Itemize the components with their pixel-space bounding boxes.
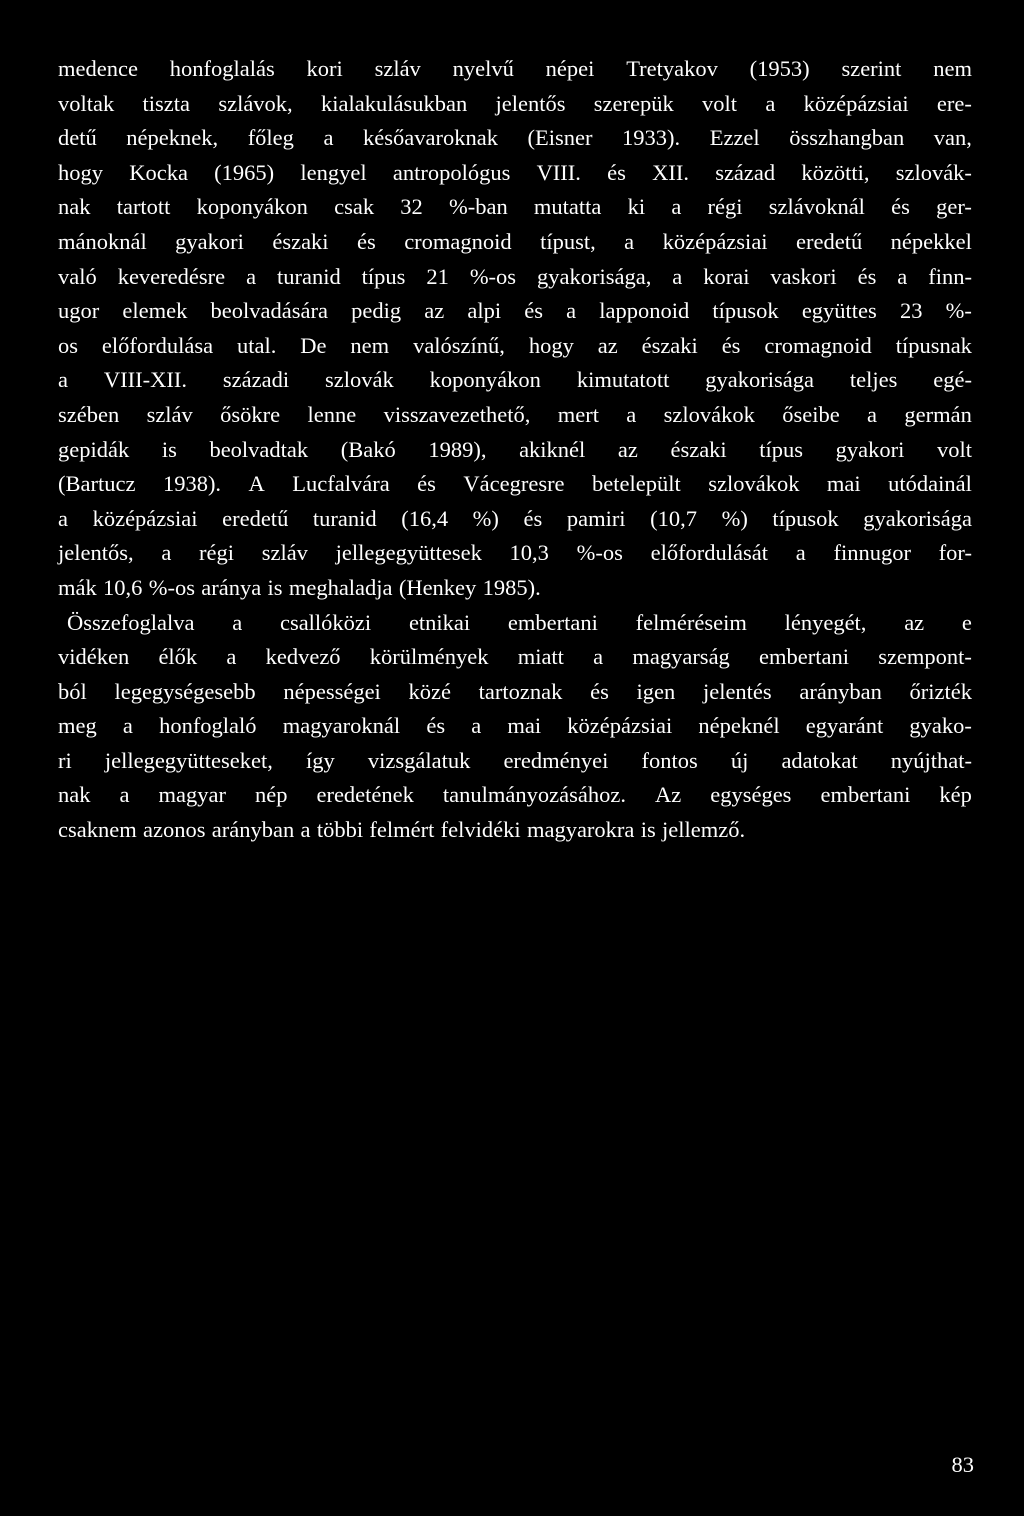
- text-line: mák 10,6 %-os aránya is meghaladja (Henkey 1985).: [58, 574, 541, 600]
- text-line: vidéken élők a kedvező körülmények miatt a magyarság embertani szempont-: [58, 644, 972, 670]
- text-line: ugor elemek beolvadására pedig az alpi és a lapponoid típusok együttes 23 %-: [58, 298, 972, 324]
- text-line: meg a honfoglaló magyaroknál és a mai középázsiai népeknél egyaránt gyako-: [58, 713, 972, 739]
- text-line: mánoknál gyakori északi és cromagnoid típust, a középázsiai eredetű népekkel: [58, 228, 972, 254]
- text-line: jelentős, a régi szláv jellegegyüttesek 10,3 %-os előfordulását a finnugor for-: [58, 540, 972, 566]
- text-line: detű népeknek, főleg a későavaroknak (Eisner 1933). Ezzel összhangban van,: [58, 125, 972, 151]
- text-line: ból legegységesebb népességei közé tartoznak és igen jelentés arányban őrizték: [58, 678, 972, 704]
- text-line: Összefoglalva a csallóközi etnikai embertani felméréseim lényegét, az e: [67, 609, 972, 635]
- text-line: nak tartott koponyákon csak 32 %-ban mutatta ki a régi szlávoknál és ger-: [58, 194, 972, 220]
- text-line: medence honfoglalás kori szláv nyelvű népei Tretyakov (1953) szerint nem: [58, 56, 972, 81]
- text-line: a VIII-XII. századi szlovák koponyákon kimutatott gyakorisága teljes egé-: [58, 367, 972, 393]
- text-line: nak a magyar nép eredetének tanulmányozásához. Az egységes embertani kép: [58, 782, 972, 808]
- text-line: hogy Kocka (1965) lengyel antropológus VIII. és XII. század közötti, szlovák-: [58, 159, 972, 185]
- page-number: 83: [951, 1452, 974, 1477]
- body-text: [58, 52, 972, 848]
- text-line: (Bartucz 1938). A Lucfalvára és Vácegresre betelepült szlovákok mai utódainál: [58, 471, 972, 497]
- paragraph-1: [58, 52, 972, 606]
- text-line: os előfordulása utal. De nem valószínű, hogy az északi és cromagnoid típusnak: [58, 332, 972, 358]
- text-line: csaknem azonos arányban a többi felmért felvidéki magyarokra is jellemző.: [58, 817, 746, 843]
- paragraph-2: [58, 606, 972, 848]
- text-line: ri jellegegyütteseket, így vizsgálatuk eredményei fontos új adatokat nyújthat-: [58, 747, 972, 773]
- text-line: voltak tiszta szlávok, kialakulásukban jelentős szerepük volt a középázsiai ere-: [58, 90, 972, 116]
- text-line: gepidák is beolvadtak (Bakó 1989), akiknél az északi típus gyakori volt: [58, 436, 972, 462]
- text-line: való keveredésre a turanid típus 21 %-os gyakorisága, a korai vaskori és a finn-: [58, 263, 972, 289]
- text-line: szében szláv ősökre lenne visszavezethető, mert a szlovákok őseibe a germán: [58, 401, 972, 427]
- text-line: a középázsiai eredetű turanid (16,4 %) és pamiri (10,7 %) típusok gyakorisága: [58, 505, 972, 531]
